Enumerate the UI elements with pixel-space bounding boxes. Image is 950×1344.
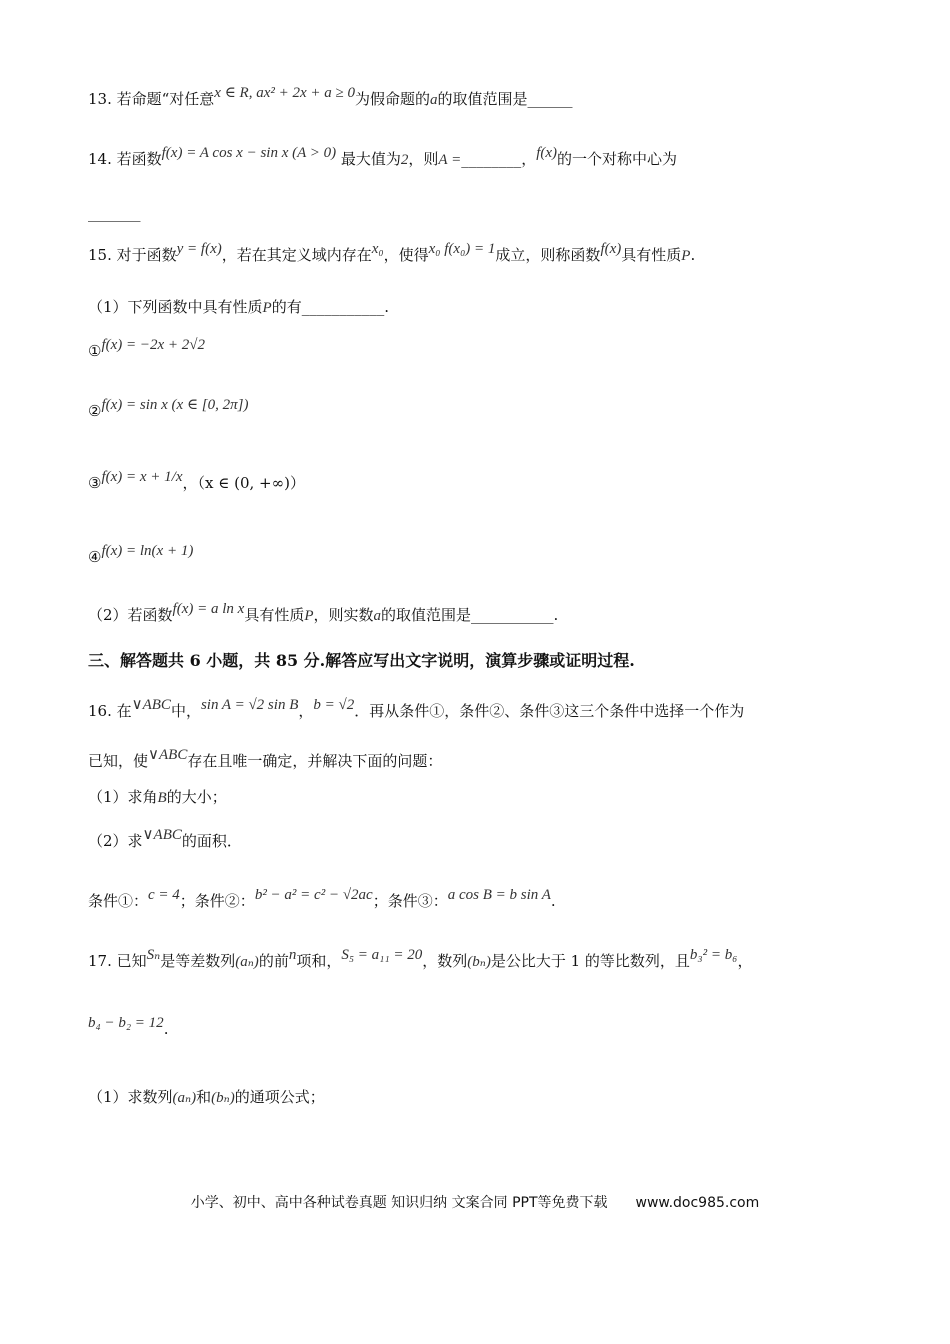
q15-option-1: ①f(x) = −2x + 2√2 <box>88 337 206 360</box>
question-13: 13. 若命题“对任意x ∈ R, ax² + 2x + a ≥ 0为假命题的a的取值范围是______ <box>88 85 573 108</box>
q16-sub2: （2）求∨ABC的面积． <box>88 827 242 850</box>
q17-sub1: （1）求数列(aₙ)和(bₙ)的通项公式； <box>88 1088 325 1106</box>
footer-text: 小学、初中、高中各种试卷真题 知识归纳 文案合同 PPT等免费下载 <box>190 1195 608 1211</box>
q16-line-2: 已知，使∨ABC存在且唯一确定，并解决下面的问题： <box>88 747 443 770</box>
q16-sub1: （1）求角B的大小； <box>88 788 227 806</box>
footer-url[interactable]: www.doc985.com <box>635 1195 760 1211</box>
q14-blank-2: _______ <box>88 204 141 222</box>
question-17: 17. 已知Sₙ是等差数列(aₙ)的前n项和，S₅ = a₁₁ = 20，数列(bₙ)是公比大于 1 的等比数列，且b₃² = b₆， <box>88 947 753 970</box>
q15-option-4: ④f(x) = ln(x + 1) <box>88 543 194 566</box>
question-14: 14. 若函数f(x) = A cos x − sin x (A > 0) 最大值为2，则A =________，f(x)的一个对称中心为 <box>88 145 678 168</box>
question-15: 15. 对于函数y = f(x)，若在其定义域内存在x₀，使得x₀ f(x₀) = 1成立，则称函数f(x)具有性质P. <box>88 241 696 264</box>
q15-sub1: （1）下列函数中具有性质P的有___________. <box>88 298 389 316</box>
section-3-heading: 三、解答题共 6 小题，共 85 分.解答应写出文字说明，演算步骤或证明过程. <box>88 651 635 670</box>
q14-function-math: f(x) = A cos x − sin x (A > 0) <box>161 145 337 161</box>
q17-line-2: b₄ − b₂ = 12. <box>88 1015 169 1038</box>
q15-option-3: ③f(x) = x + 1/x，（x ∈ (0, +∞)） <box>88 469 305 492</box>
q13-condition-math: x ∈ R, ax² + 2x + a ≥ 0 <box>214 85 356 101</box>
q16-conditions: 条件①：c = 4；条件②：b² − a² = c² − √2ac；条件③：a cos B = b sin A. <box>88 887 556 910</box>
question-16: 16. 在∨ABC中，sin A = √2 sin B，b = √2．再从条件①，条件②、条件③这三个条件中选择一个作为 <box>88 697 745 720</box>
q15-sub2: （2）若函数f(x) = a ln x具有性质P，则实数a的取值范围是___________. <box>88 601 559 624</box>
page-footer <box>0 1192 950 1212</box>
q15-option-2: ②f(x) = sin x (x ∈ [0, 2π]) <box>88 397 249 420</box>
